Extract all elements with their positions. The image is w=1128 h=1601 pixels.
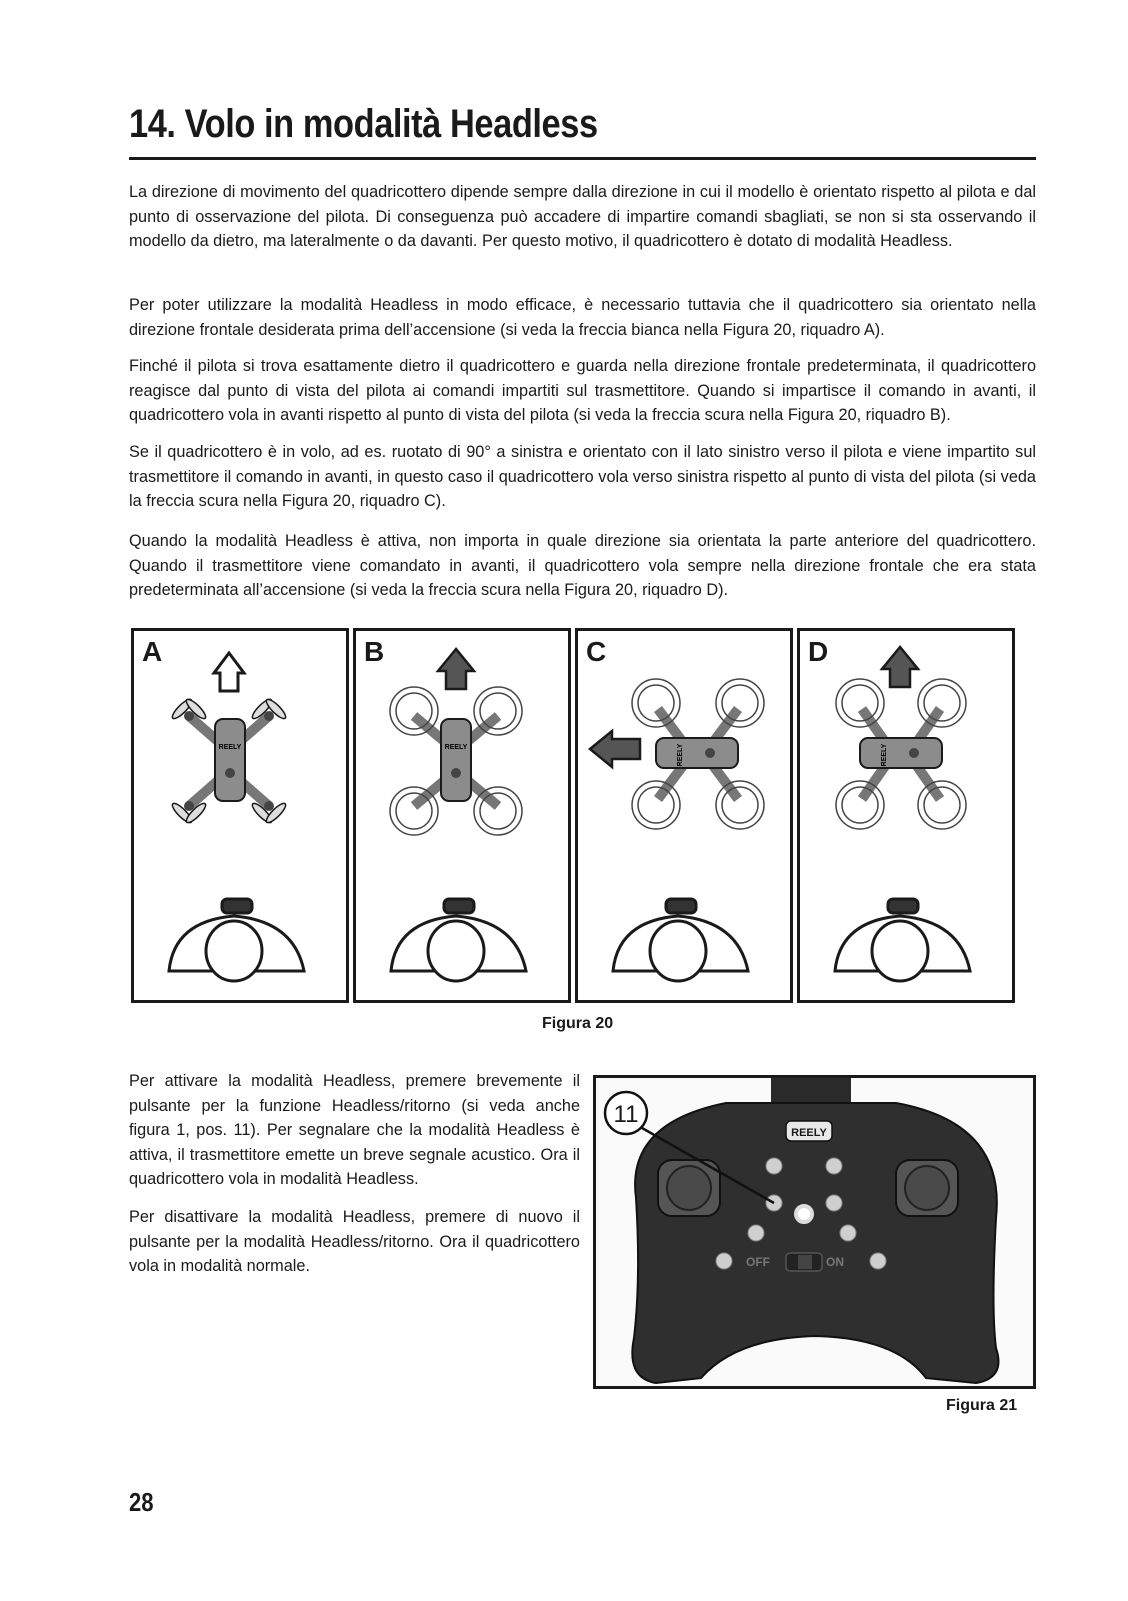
svg-text:REELY: REELY	[444, 744, 468, 751]
drone-icon	[836, 679, 966, 829]
pilot-icon	[169, 899, 304, 981]
svg-text:OFF: OFF	[746, 1255, 770, 1269]
drone-icon	[632, 679, 764, 829]
callout-number: 11	[613, 1101, 639, 1128]
panel-d	[797, 628, 1015, 1003]
paragraph-behind-pilot: Finché il pilota si trova esattamente dietro il quadricottero e guarda nella direzione frontale predeterminata, il quadricottero reagisce dal punto di vista del pilota ai comandi impartiti sul trasmettitore. Quando si impartisce il comando in avanti, il quadricottero vola in avanti rispetto al punto di vista del pilota (si veda la freccia scura nella Figura 20, riquadro B).	[129, 357, 1036, 424]
panel-letter: C	[586, 636, 607, 667]
pilot-icon	[391, 899, 526, 981]
page-number: 28	[129, 1487, 154, 1517]
panel-a	[131, 628, 349, 1003]
svg-text:REELY: REELY	[218, 744, 242, 751]
panel-c	[575, 628, 793, 1003]
dark-arrow-icon	[438, 649, 474, 689]
controller-brand: REELY	[791, 1127, 827, 1139]
panel-c-illustration	[578, 631, 790, 1000]
white-arrow-icon	[214, 653, 244, 691]
paragraph-rotated: Se il quadricottero è in volo, ad es. ruotato di 90° a sinistra e orientato con il lato sinistro verso il pilota e viene impartito sul trasmettitore il comando in avanti, in questo caso il quadricottero vola verso sinistra rispetto al punto di vista del pilota (si veda la freccia scura nella Figura 20, riquadro C).	[129, 443, 1036, 510]
paragraph-intro: La direzione di movimento del quadricottero dipende sempre dalla direzione in cui il modello è orientato rispetto al pilota e dal punto di osservazione del pilota. Di conseguenza può accadere di impartire comandi sbagliati, se non si sta osservando il modello da dietro, ma lateralmente o da davanti. Per questo motivo, il quadricottero è dotato di modalità Headless.	[129, 183, 1036, 250]
power-switch	[746, 1253, 844, 1271]
figure-20-caption: Figura 20	[542, 1015, 614, 1032]
figure-21-caption: Figura 21	[946, 1397, 1018, 1414]
drone-icon	[170, 697, 288, 825]
paragraph-orientation: Per poter utilizzare la modalità Headless in modo efficace, è necessario tuttavia che il quadricottero sia orientato nella direzione frontale desiderata prima dell’accensione (si veda la freccia bianca nella Figura 20, riquadro A).	[129, 296, 1036, 339]
paragraph-deactivate: Per disattivare la modalità Headless, premere di nuovo il pulsante per la modalità Headless/ritorno. Ora il quadricottero vola in modalità normale.	[129, 1208, 580, 1275]
pilot-icon	[613, 899, 748, 981]
led-light	[796, 1206, 812, 1222]
title-rule	[129, 157, 1036, 160]
svg-text:REELY: REELY	[881, 743, 888, 767]
paragraph-headless-active: Quando la modalità Headless è attiva, non importa in quale direzione sia orientata la parte anteriore del quadricottero. Quando il trasmettitore viene comandato in avanti, il quadricottero vola sempre nella direzione frontale che era stata predeterminata all’accensione (si veda la freccia scura nella Figura 20, riquadro D).	[129, 532, 1036, 599]
svg-text:ON: ON	[826, 1255, 844, 1269]
svg-text:REELY: REELY	[677, 743, 684, 767]
panel-d-illustration	[800, 631, 1012, 1000]
controller-body	[632, 1103, 998, 1383]
paragraph-activate: Per attivare la modalità Headless, premere brevemente il pulsante per la funzione Headless/ritorno (si veda anche figura 1, pos. 11). Per segnalare che la modalità Headless è attiva, il trasmettitore emette un breve segnale acustico. Ora il quadricottero vola in modalità Headless.	[129, 1072, 580, 1188]
panel-letter: B	[364, 636, 385, 667]
figure-21-photo	[593, 1075, 1036, 1389]
right-joystick-icon	[896, 1160, 958, 1216]
panel-b-illustration	[356, 631, 568, 1000]
dark-arrow-icon	[590, 731, 640, 767]
drone-icon	[390, 687, 522, 835]
controller-illustration	[596, 1078, 1033, 1386]
panel-letter: D	[808, 636, 829, 667]
pilot-icon	[835, 899, 970, 981]
panel-letter: A	[142, 636, 163, 667]
page-title: 14. Volo in modalità Headless	[129, 102, 598, 146]
dark-arrow-icon	[882, 647, 918, 687]
panel-a-illustration	[134, 631, 346, 1000]
panel-b	[353, 628, 571, 1003]
